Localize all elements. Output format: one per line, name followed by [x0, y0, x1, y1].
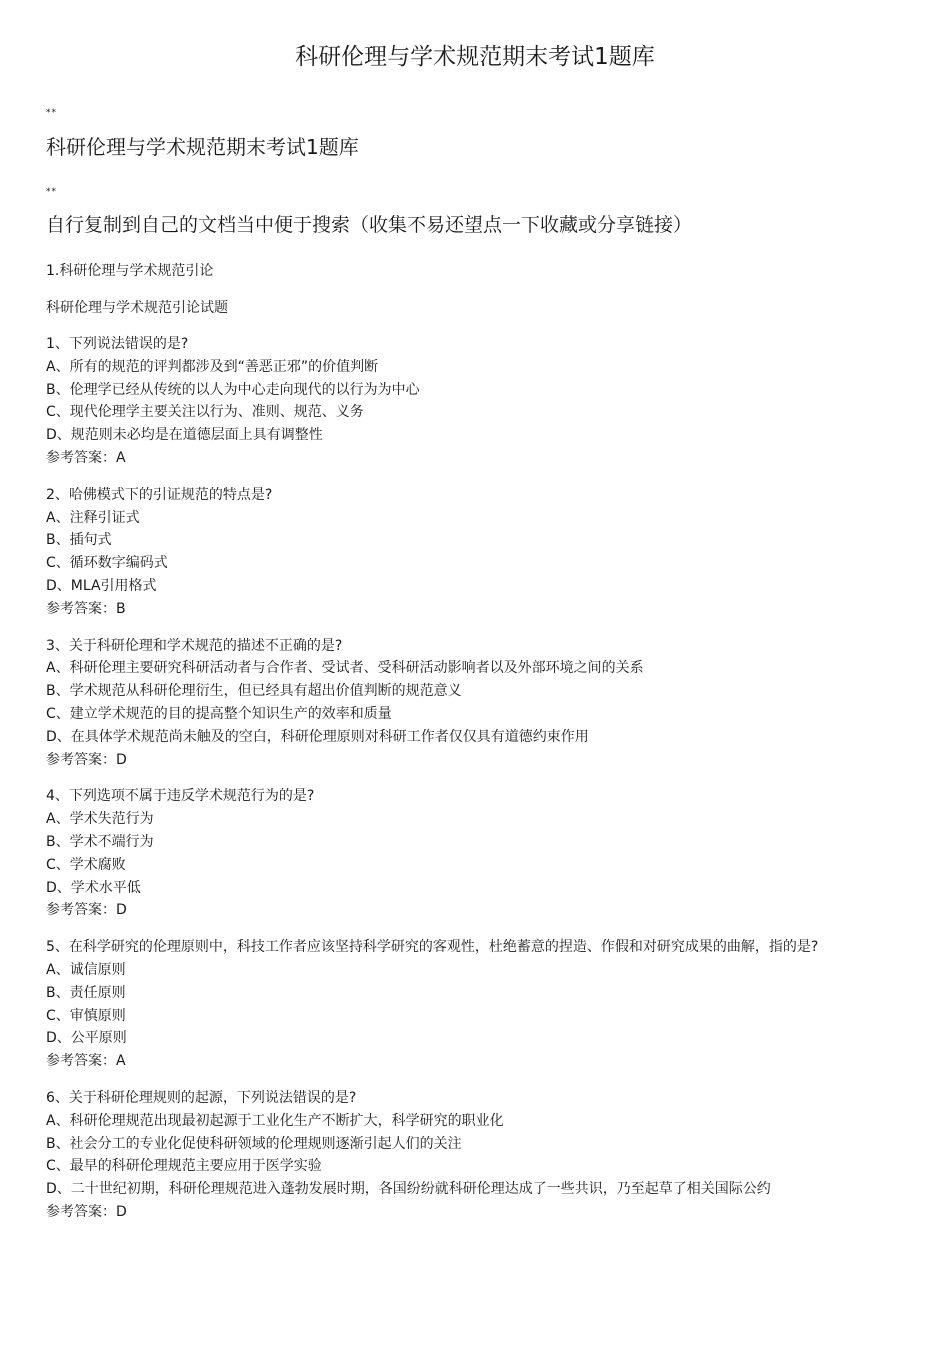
reference-answer: 参考答案：A: [46, 449, 126, 466]
question-text: 1、下列说法错误的是?: [46, 336, 189, 352]
question-text: 6、关于科研伦理规则的起源，下列说法错误的是?: [46, 1089, 357, 1106]
asterisk-marker: **: [46, 108, 57, 118]
answer-option: D、学术水平低: [46, 879, 141, 896]
asterisk-marker: **: [46, 187, 57, 197]
question-text: 2、哈佛模式下的引证规范的特点是?: [46, 486, 273, 503]
answer-option: D、二十世纪初期，科研伦理规范进入蓬勃发展时期，各国纷纷就科研伦理达成了一些共识，乃至起草了相关国际公约: [46, 1181, 771, 1198]
answer-option: A、诚信原则: [46, 961, 126, 978]
answer-option: C、学术腐败: [46, 856, 126, 873]
answer-option: A、科研伦理主要研究科研活动者与合作者、受试者、受科研活动影响者以及外部环境之间的关系: [46, 660, 644, 677]
reference-answer: 参考答案：B: [46, 600, 126, 617]
question-block: [46, 785, 926, 922]
section-title: 1.科研伦理与学术规范引论: [46, 263, 214, 279]
reference-answer: 参考答案：D: [46, 751, 127, 768]
answer-option: A、注释引证式: [46, 509, 140, 526]
reference-answer: 参考答案：D: [46, 902, 127, 919]
document-heading: 科研伦理与学术规范期末考试1题库: [46, 135, 359, 159]
reference-answer: 参考答案：D: [46, 1203, 127, 1220]
answer-option: C、审慎原则: [46, 1007, 126, 1024]
answer-option: C、循环数字编码式: [46, 555, 168, 572]
answer-option: D、规范则未必均是在道德层面上具有调整性: [46, 427, 323, 444]
answer-option: A、学术失范行为: [46, 811, 154, 828]
reference-answer: 参考答案：A: [46, 1053, 126, 1070]
question-list: [46, 333, 926, 1238]
answer-option: B、插句式: [46, 532, 112, 549]
question-block: [46, 484, 926, 621]
question-block: [46, 635, 926, 772]
answer-option: B、责任原则: [46, 984, 126, 1001]
answer-option: B、学术不端行为: [46, 833, 154, 850]
question-text: 4、下列选项不属于违反学术规范行为的是?: [46, 788, 315, 805]
answer-option: B、社会分工的专业化促使科研领域的伦理规则逐渐引起人们的关注: [46, 1135, 462, 1152]
answer-option: B、伦理学已经从传统的以人为中心走向现代的以行为为中心: [46, 381, 420, 398]
question-text: 5、在科学研究的伦理原则中，科技工作者应该坚持科学研究的客观性，杜绝蓄意的捏造、作假和对研究成果的曲解，指的是?: [46, 939, 819, 956]
answer-option: C、最早的科研伦理规范主要应用于医学实验: [46, 1158, 322, 1175]
copy-note: 自行复制到自己的文档当中便于搜索（收集不易还望点一下收藏或分享链接）: [46, 214, 693, 236]
question-text: 3、关于科研伦理和学术规范的描述不正确的是?: [46, 637, 343, 654]
answer-option: A、科研伦理规范出现最初起源于工业化生产不断扩大，科学研究的职业化: [46, 1112, 504, 1129]
question-block: [46, 333, 926, 470]
document-title: 科研伦理与学术规范期末考试1题库: [295, 44, 655, 70]
answer-option: B、学术规范从科研伦理衍生，但已经具有超出价值判断的规范意义: [46, 683, 462, 700]
answer-option: C、现代伦理学主要关注以行为、准则、规范、义务: [46, 404, 364, 421]
answer-option: D、在具体学术规范尚未触及的空白，科研伦理原则对科研工作者仅仅具有道德约束作用: [46, 728, 589, 745]
answer-option: A、所有的规范的评判都涉及到“善恶正邪”的价值判断: [46, 358, 379, 375]
section-subtitle: 科研伦理与学术规范引论试题: [46, 300, 228, 316]
answer-option: D、MLA引用格式: [46, 577, 157, 594]
question-block: [46, 936, 926, 1073]
answer-option: C、建立学术规范的目的提高整个知识生产的效率和质量: [46, 705, 392, 722]
question-block: [46, 1087, 926, 1224]
answer-option: D、公平原则: [46, 1030, 127, 1047]
